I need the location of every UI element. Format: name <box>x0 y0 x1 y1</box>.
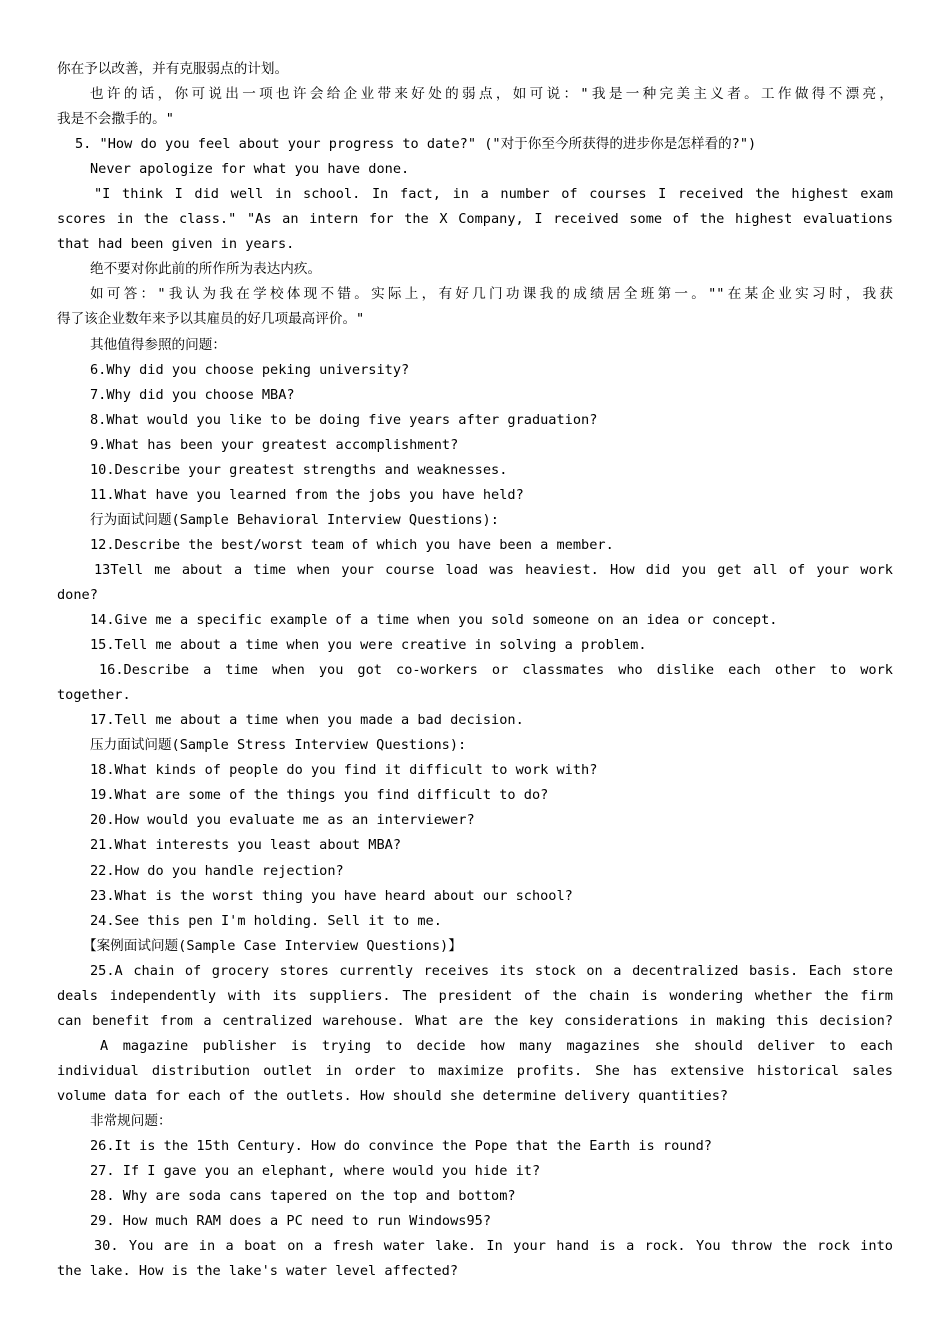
text-line: 27. If I gave you an elephant, where would you hide it? <box>90 1163 541 1180</box>
text-line: 8.What would you like to be doing five years after graduation? <box>90 411 598 428</box>
text-line: 20.How would you evaluate me as an interviewer? <box>90 812 475 829</box>
text-line: "I think I did well in school. In fact, in a number of courses I received the highest exam <box>94 186 893 203</box>
text-line: 30. You are in a boat on a fresh water lake. In your hand is a rock. You throw the rock into <box>94 1238 893 1255</box>
text-line: A magazine publisher is trying to decide how many magazines she should deliver to each <box>100 1037 893 1054</box>
text-line: 28. Why are soda cans tapered on the top and bottom? <box>90 1188 516 1205</box>
text-line: 其他值得参照的问题： <box>90 336 226 353</box>
text-line: 21.What interests you least about MBA? <box>90 837 401 854</box>
text-line: 【案例面试问题(Sample Case Interview Questions)】 <box>83 937 462 954</box>
text-line: 25.A chain of grocery stores currently receives its stock on a decentralized basis. Each store <box>90 962 893 979</box>
text-line: 7.Why did you choose MBA? <box>90 386 295 403</box>
text-line: 也许的话，你可说出一项也许会给企业带来好处的弱点，如可说："我是一种完美主义者。工作做得不漂亮， <box>90 86 893 103</box>
text-line: 22.How do you handle rejection? <box>90 862 344 879</box>
text-line: scores in the class." "As an intern for the X Company, I received some of the highest evaluations <box>57 211 893 228</box>
text-line: the lake. How is the lake's water level affected? <box>57 1263 459 1280</box>
text-line: 23.What is the worst thing you have heard about our school? <box>90 887 573 904</box>
text-line: 行为面试问题(Sample Behavioral Interview Questions): <box>90 511 499 528</box>
text-line: 非常规问题： <box>90 1112 172 1129</box>
document-body <box>57 57 893 1284</box>
text-line: deals independently with its suppliers. The president of the chain is wondering whether the firm <box>57 987 893 1004</box>
text-line: individual distribution outlet in order to maximize profits. She has extensive historical sales <box>57 1062 893 1079</box>
text-line: 得了该企业数年来予以其雇员的好几项最高评价。" <box>57 311 365 328</box>
text-line: 绝不要对你此前的所作所为表达内疚。 <box>90 261 322 278</box>
text-line: together. <box>57 687 131 704</box>
text-line: 我是不会撒手的。" <box>57 111 174 128</box>
text-line: 9.What has been your greatest accomplishment? <box>90 436 459 453</box>
text-line: that had been given in years. <box>57 236 295 253</box>
text-line: 16.Describe a time when you got co-workers or classmates who dislike each other to work <box>99 662 893 679</box>
text-line: 你在予以改善，并有克服弱点的计划。 <box>57 61 289 77</box>
text-line: 13Tell me about a time when your course load was heaviest. How did you get all of your work <box>94 561 893 578</box>
text-line: done? <box>57 586 98 603</box>
text-line: 11.What have you learned from the jobs you have held? <box>90 486 524 503</box>
text-line: Never apologize for what you have done. <box>90 161 410 178</box>
text-line: 10.Describe your greatest strengths and weaknesses. <box>90 461 508 478</box>
text-line: volume data for each of the outlets. How should she determine delivery quantities? <box>57 1087 729 1104</box>
text-line: 24.See this pen I'm holding. Sell it to me. <box>90 912 442 929</box>
text-line: 29. How much RAM does a PC need to run Windows95? <box>90 1213 492 1230</box>
text-line: 12.Describe the best/worst team of which you have been a member. <box>90 536 614 553</box>
text-line: 26.It is the 15th Century. How do convince the Pope that the Earth is round? <box>90 1138 712 1155</box>
text-line: 5. "How do you feel about your progress to date?" ("对于你至今所获得的进步你是怎样看的?") <box>75 136 757 153</box>
text-line: 14.Give me a specific example of a time when you sold someone on an idea or concept. <box>90 612 778 629</box>
text-line: 15.Tell me about a time when you were creative in solving a problem. <box>90 637 647 654</box>
text-line: 18.What kinds of people do you find it difficult to work with? <box>90 762 598 779</box>
text-line: 17.Tell me about a time when you made a bad decision. <box>90 712 524 729</box>
text-line: can benefit from a centralized warehouse. What are the key considerations in making this decision? <box>57 1012 893 1029</box>
text-line: 压力面试问题(Sample Stress Interview Questions): <box>90 737 467 754</box>
text-line: 6.Why did you choose peking university? <box>90 361 410 378</box>
text-line: 19.What are some of the things you find difficult to do? <box>90 787 549 804</box>
text-line: 如可答："我认为我在学校体现不错。实际上，有好几门功课我的成绩居全班第一。""在某企业实习时，我获 <box>90 286 893 303</box>
